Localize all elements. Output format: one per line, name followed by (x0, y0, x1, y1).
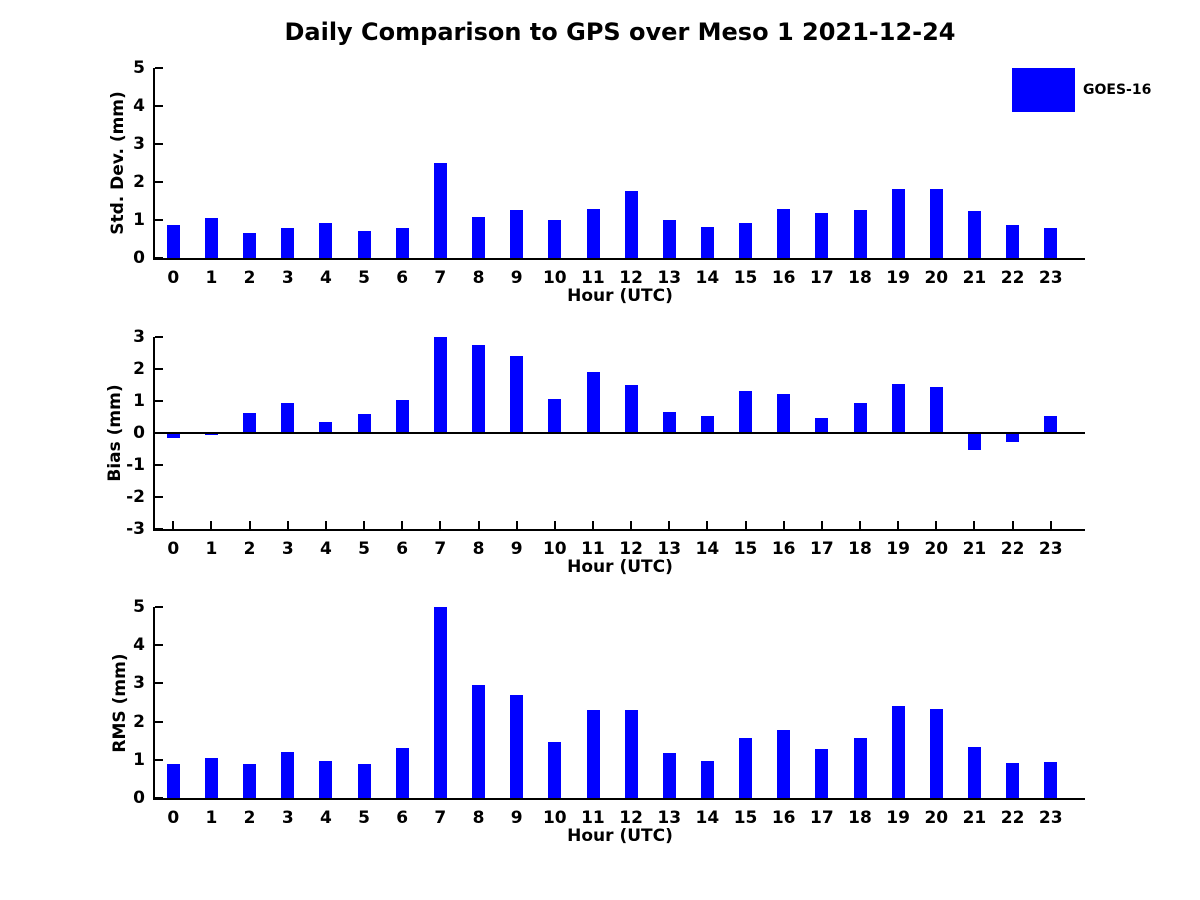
bar (930, 709, 943, 798)
bar (892, 384, 905, 433)
x-tick (973, 790, 975, 798)
x-tick (935, 250, 937, 258)
y-tick (155, 219, 163, 221)
x-tick-label: 5 (358, 268, 370, 288)
x-tick-label: 7 (434, 808, 447, 828)
bar (243, 764, 256, 798)
bar (854, 210, 867, 258)
x-tick-label: 20 (924, 808, 949, 828)
x-tick-label: 14 (695, 539, 720, 559)
y-tick (155, 105, 163, 107)
x-tick-label: 21 (962, 539, 987, 559)
bar (472, 685, 485, 798)
bar (1044, 416, 1057, 433)
x-tick (1012, 521, 1014, 529)
x-tick (668, 521, 670, 529)
x-tick-label: 16 (771, 808, 796, 828)
x-tick-label: 21 (962, 808, 987, 828)
y-tick (155, 432, 163, 434)
x-tick (554, 521, 556, 529)
x-tick (401, 790, 403, 798)
x-tick (745, 521, 747, 529)
x-tick (287, 250, 289, 258)
bar (243, 413, 256, 434)
bar (854, 403, 867, 433)
x-tick-label: 8 (472, 268, 485, 288)
bar (625, 710, 638, 798)
x-tick (897, 521, 899, 529)
y-tick (155, 606, 163, 608)
x-tick-label: 4 (319, 539, 332, 559)
x-tick-label: 23 (1038, 268, 1063, 288)
bar (167, 764, 180, 798)
bar (815, 418, 828, 433)
y-tick (155, 336, 163, 338)
x-tick (439, 521, 441, 529)
x-tick-label: 15 (733, 808, 758, 828)
y-tick (155, 143, 163, 145)
x-tick (210, 790, 212, 798)
x-tick (287, 521, 289, 529)
x-tick (363, 790, 365, 798)
x-tick (249, 521, 251, 529)
bar (815, 213, 828, 258)
bar (587, 372, 600, 433)
y-tick-label: 2 (133, 172, 145, 192)
bar (739, 738, 752, 798)
x-tick-label: 3 (281, 539, 294, 559)
bar (510, 356, 523, 433)
bar (472, 345, 485, 433)
x-tick (439, 250, 441, 258)
y-tick-label: -3 (126, 519, 145, 539)
bar (701, 416, 714, 433)
bar (319, 223, 332, 258)
x-tick-label: 4 (319, 808, 332, 828)
x-tick (363, 521, 365, 529)
bar (205, 433, 218, 435)
x-tick (630, 250, 632, 258)
bar (205, 758, 218, 799)
bar (358, 764, 371, 798)
x-tick (935, 521, 937, 529)
x-tick (668, 790, 670, 798)
y-axis-label: Std. Dev. (mm) (108, 91, 128, 235)
y-tick-label: 3 (133, 134, 145, 154)
y-tick (155, 496, 163, 498)
bar (663, 753, 676, 798)
x-tick (706, 521, 708, 529)
bar (1044, 228, 1057, 258)
x-tick-label: 7 (434, 539, 447, 559)
x-tick-label: 19 (886, 808, 910, 828)
x-tick-label: 16 (771, 539, 796, 559)
bar (205, 218, 218, 258)
bar (587, 710, 600, 798)
y-tick-label: 1 (133, 391, 145, 411)
x-axis-line (153, 798, 1085, 800)
bar (434, 163, 447, 258)
x-tick (592, 521, 594, 529)
bar (739, 391, 752, 433)
x-tick (821, 250, 823, 258)
bar (968, 211, 981, 258)
bar (1044, 762, 1057, 798)
x-tick-label: 1 (205, 268, 218, 288)
x-tick-label: 19 (886, 539, 910, 559)
y-axis-label: Bias (mm) (105, 384, 125, 482)
x-tick (592, 250, 594, 258)
x-tick-label: 6 (396, 539, 409, 559)
x-axis-line (153, 258, 1085, 260)
x-tick-label: 17 (810, 268, 834, 288)
x-tick (249, 790, 251, 798)
bar (1006, 225, 1019, 258)
bar (701, 227, 714, 258)
bar (396, 748, 409, 798)
x-tick (897, 790, 899, 798)
x-axis-line (153, 529, 1085, 531)
x-tick (325, 790, 327, 798)
x-tick-label: 15 (733, 539, 758, 559)
x-tick (668, 250, 670, 258)
x-tick-label: 5 (358, 808, 370, 828)
bar (701, 761, 714, 798)
x-tick-label: 23 (1038, 808, 1063, 828)
x-tick-label: 10 (542, 539, 567, 559)
x-tick (630, 790, 632, 798)
x-tick-label: 3 (281, 268, 294, 288)
x-tick (973, 521, 975, 529)
x-tick (401, 250, 403, 258)
y-tick (155, 644, 163, 646)
x-tick-label: 15 (733, 268, 758, 288)
x-tick (1012, 250, 1014, 258)
bar (281, 228, 294, 258)
bar (548, 220, 561, 258)
bar (1006, 433, 1019, 442)
x-tick (325, 521, 327, 529)
x-tick (363, 250, 365, 258)
x-tick-label: 16 (771, 268, 796, 288)
x-tick (592, 790, 594, 798)
bar (281, 403, 294, 433)
y-tick-label: 3 (133, 327, 145, 347)
bar (396, 400, 409, 433)
y-axis-line (153, 68, 155, 260)
x-tick (783, 790, 785, 798)
x-tick (478, 250, 480, 258)
y-axis-line (153, 337, 155, 531)
y-tick-label: 0 (133, 788, 145, 808)
bar (777, 209, 790, 258)
bar (968, 433, 981, 450)
x-tick (706, 250, 708, 258)
x-tick-label: 2 (243, 268, 256, 288)
bar (930, 189, 943, 259)
y-tick-label: 4 (133, 96, 145, 116)
bar (777, 394, 790, 433)
bar (968, 747, 981, 798)
x-tick (783, 521, 785, 529)
bar (434, 607, 447, 798)
y-tick-label: 2 (133, 359, 145, 379)
x-tick-label: 14 (695, 808, 720, 828)
bar (510, 695, 523, 798)
zero-line (155, 432, 1085, 434)
x-axis-label: Hour (UTC) (567, 557, 673, 577)
x-tick-label: 23 (1038, 539, 1063, 559)
x-tick-label: 11 (581, 268, 605, 288)
x-axis-label: Hour (UTC) (567, 286, 673, 306)
x-tick (172, 250, 174, 258)
x-tick (1050, 521, 1052, 529)
x-tick-label: 9 (510, 808, 523, 828)
x-tick (478, 790, 480, 798)
y-tick-label: 3 (133, 673, 145, 694)
x-tick-label: 7 (434, 268, 447, 288)
y-tick (155, 368, 163, 370)
x-tick-label: 12 (619, 268, 643, 288)
x-tick (516, 790, 518, 798)
x-tick-label: 12 (619, 539, 643, 559)
legend-label: GOES-16 (1083, 82, 1152, 98)
x-tick (821, 521, 823, 529)
x-tick (745, 790, 747, 798)
y-tick-label: 0 (133, 248, 145, 268)
x-tick-label: 10 (542, 808, 567, 828)
x-tick (401, 521, 403, 529)
y-tick (155, 721, 163, 723)
bar (510, 210, 523, 258)
bar (815, 749, 828, 798)
y-axis-label: RMS (mm) (110, 652, 130, 753)
bar (472, 217, 485, 258)
bar (625, 385, 638, 433)
y-tick (155, 257, 163, 259)
bar (548, 399, 561, 433)
bar (892, 189, 905, 259)
legend-swatch (1012, 68, 1075, 112)
x-tick (554, 790, 556, 798)
x-tick (1012, 790, 1014, 798)
y-tick-label: 1 (133, 749, 145, 770)
x-tick (439, 790, 441, 798)
x-tick-label: 10 (542, 268, 567, 288)
x-tick (516, 521, 518, 529)
x-tick-label: 20 (924, 539, 949, 559)
y-tick-label: 5 (133, 58, 145, 78)
bar (548, 742, 561, 799)
bar (167, 225, 180, 258)
y-tick-label: 1 (133, 210, 145, 230)
x-tick-label: 20 (924, 268, 949, 288)
x-tick (859, 521, 861, 529)
x-tick-label: 18 (848, 268, 872, 288)
y-axis-line (153, 607, 155, 800)
x-tick-label: 14 (695, 268, 720, 288)
x-tick (516, 250, 518, 258)
x-tick (935, 790, 937, 798)
y-tick (155, 528, 163, 530)
x-tick (821, 790, 823, 798)
x-tick-label: 9 (510, 268, 523, 288)
bar (243, 233, 256, 258)
x-tick-label: 9 (510, 539, 523, 559)
y-tick-label: 2 (133, 711, 145, 732)
x-tick (973, 250, 975, 258)
x-tick-label: 5 (358, 539, 370, 559)
x-tick-label: 4 (319, 268, 332, 288)
y-tick (155, 682, 163, 684)
bar (777, 730, 790, 798)
x-tick-label: 22 (1000, 539, 1025, 559)
x-tick (706, 790, 708, 798)
x-tick (897, 250, 899, 258)
x-tick (554, 250, 556, 258)
x-axis-label: Hour (UTC) (567, 826, 673, 846)
x-tick (249, 250, 251, 258)
bar (319, 422, 332, 433)
x-tick-label: 13 (657, 808, 682, 828)
y-tick-label: -1 (126, 455, 145, 475)
x-tick (210, 250, 212, 258)
x-tick-label: 8 (472, 539, 485, 559)
x-tick (630, 521, 632, 529)
x-tick-label: 18 (848, 539, 872, 559)
x-tick-label: 11 (581, 539, 605, 559)
x-tick (478, 521, 480, 529)
bar (930, 387, 943, 433)
bar (892, 706, 905, 798)
x-tick (172, 521, 174, 529)
bar (358, 231, 371, 258)
y-tick (155, 400, 163, 402)
x-tick-label: 12 (619, 808, 643, 828)
y-tick-label: 0 (133, 423, 145, 443)
x-tick-label: 13 (657, 268, 682, 288)
bar (319, 761, 332, 798)
x-tick-label: 2 (243, 539, 256, 559)
x-tick-label: 1 (205, 808, 218, 828)
x-tick-label: 0 (167, 808, 180, 828)
y-tick-label: 5 (133, 597, 145, 617)
x-tick-label: 3 (281, 808, 294, 828)
x-tick-label: 0 (167, 539, 180, 559)
x-tick (859, 790, 861, 798)
x-tick-label: 18 (848, 808, 872, 828)
y-tick-label: -2 (126, 487, 145, 507)
bar (587, 209, 600, 258)
x-tick (1050, 790, 1052, 798)
x-tick-label: 21 (962, 268, 987, 288)
x-tick-label: 0 (167, 268, 180, 288)
x-tick (859, 250, 861, 258)
bar (663, 412, 676, 433)
bar (663, 220, 676, 258)
x-tick (745, 250, 747, 258)
x-tick (783, 250, 785, 258)
x-tick-label: 22 (1000, 268, 1025, 288)
bar (434, 337, 447, 433)
x-tick (210, 521, 212, 529)
y-tick-label: 4 (133, 635, 145, 656)
bar (854, 738, 867, 798)
x-tick-label: 1 (205, 539, 218, 559)
x-tick-label: 2 (243, 808, 256, 828)
x-tick (1050, 250, 1052, 258)
bar (396, 228, 409, 258)
y-tick (155, 759, 163, 761)
x-tick-label: 11 (581, 808, 605, 828)
x-tick (287, 790, 289, 798)
bar (281, 752, 294, 798)
x-tick (325, 250, 327, 258)
bar (739, 223, 752, 258)
y-tick (155, 181, 163, 183)
x-tick-label: 17 (810, 539, 834, 559)
x-tick-label: 13 (657, 539, 682, 559)
x-tick-label: 6 (396, 808, 409, 828)
x-tick-label: 22 (1000, 808, 1025, 828)
y-tick (155, 797, 163, 799)
x-tick-label: 19 (886, 268, 910, 288)
chart-title: Daily Comparison to GPS over Meso 1 2021-12-24 (284, 18, 956, 46)
bar (1006, 763, 1019, 798)
y-tick (155, 67, 163, 69)
bar (625, 191, 638, 258)
x-tick (172, 790, 174, 798)
x-tick-label: 17 (810, 808, 834, 828)
y-tick (155, 464, 163, 466)
x-tick-label: 6 (396, 268, 409, 288)
x-tick-label: 8 (472, 808, 485, 828)
bar (167, 433, 180, 438)
bar (358, 414, 371, 433)
